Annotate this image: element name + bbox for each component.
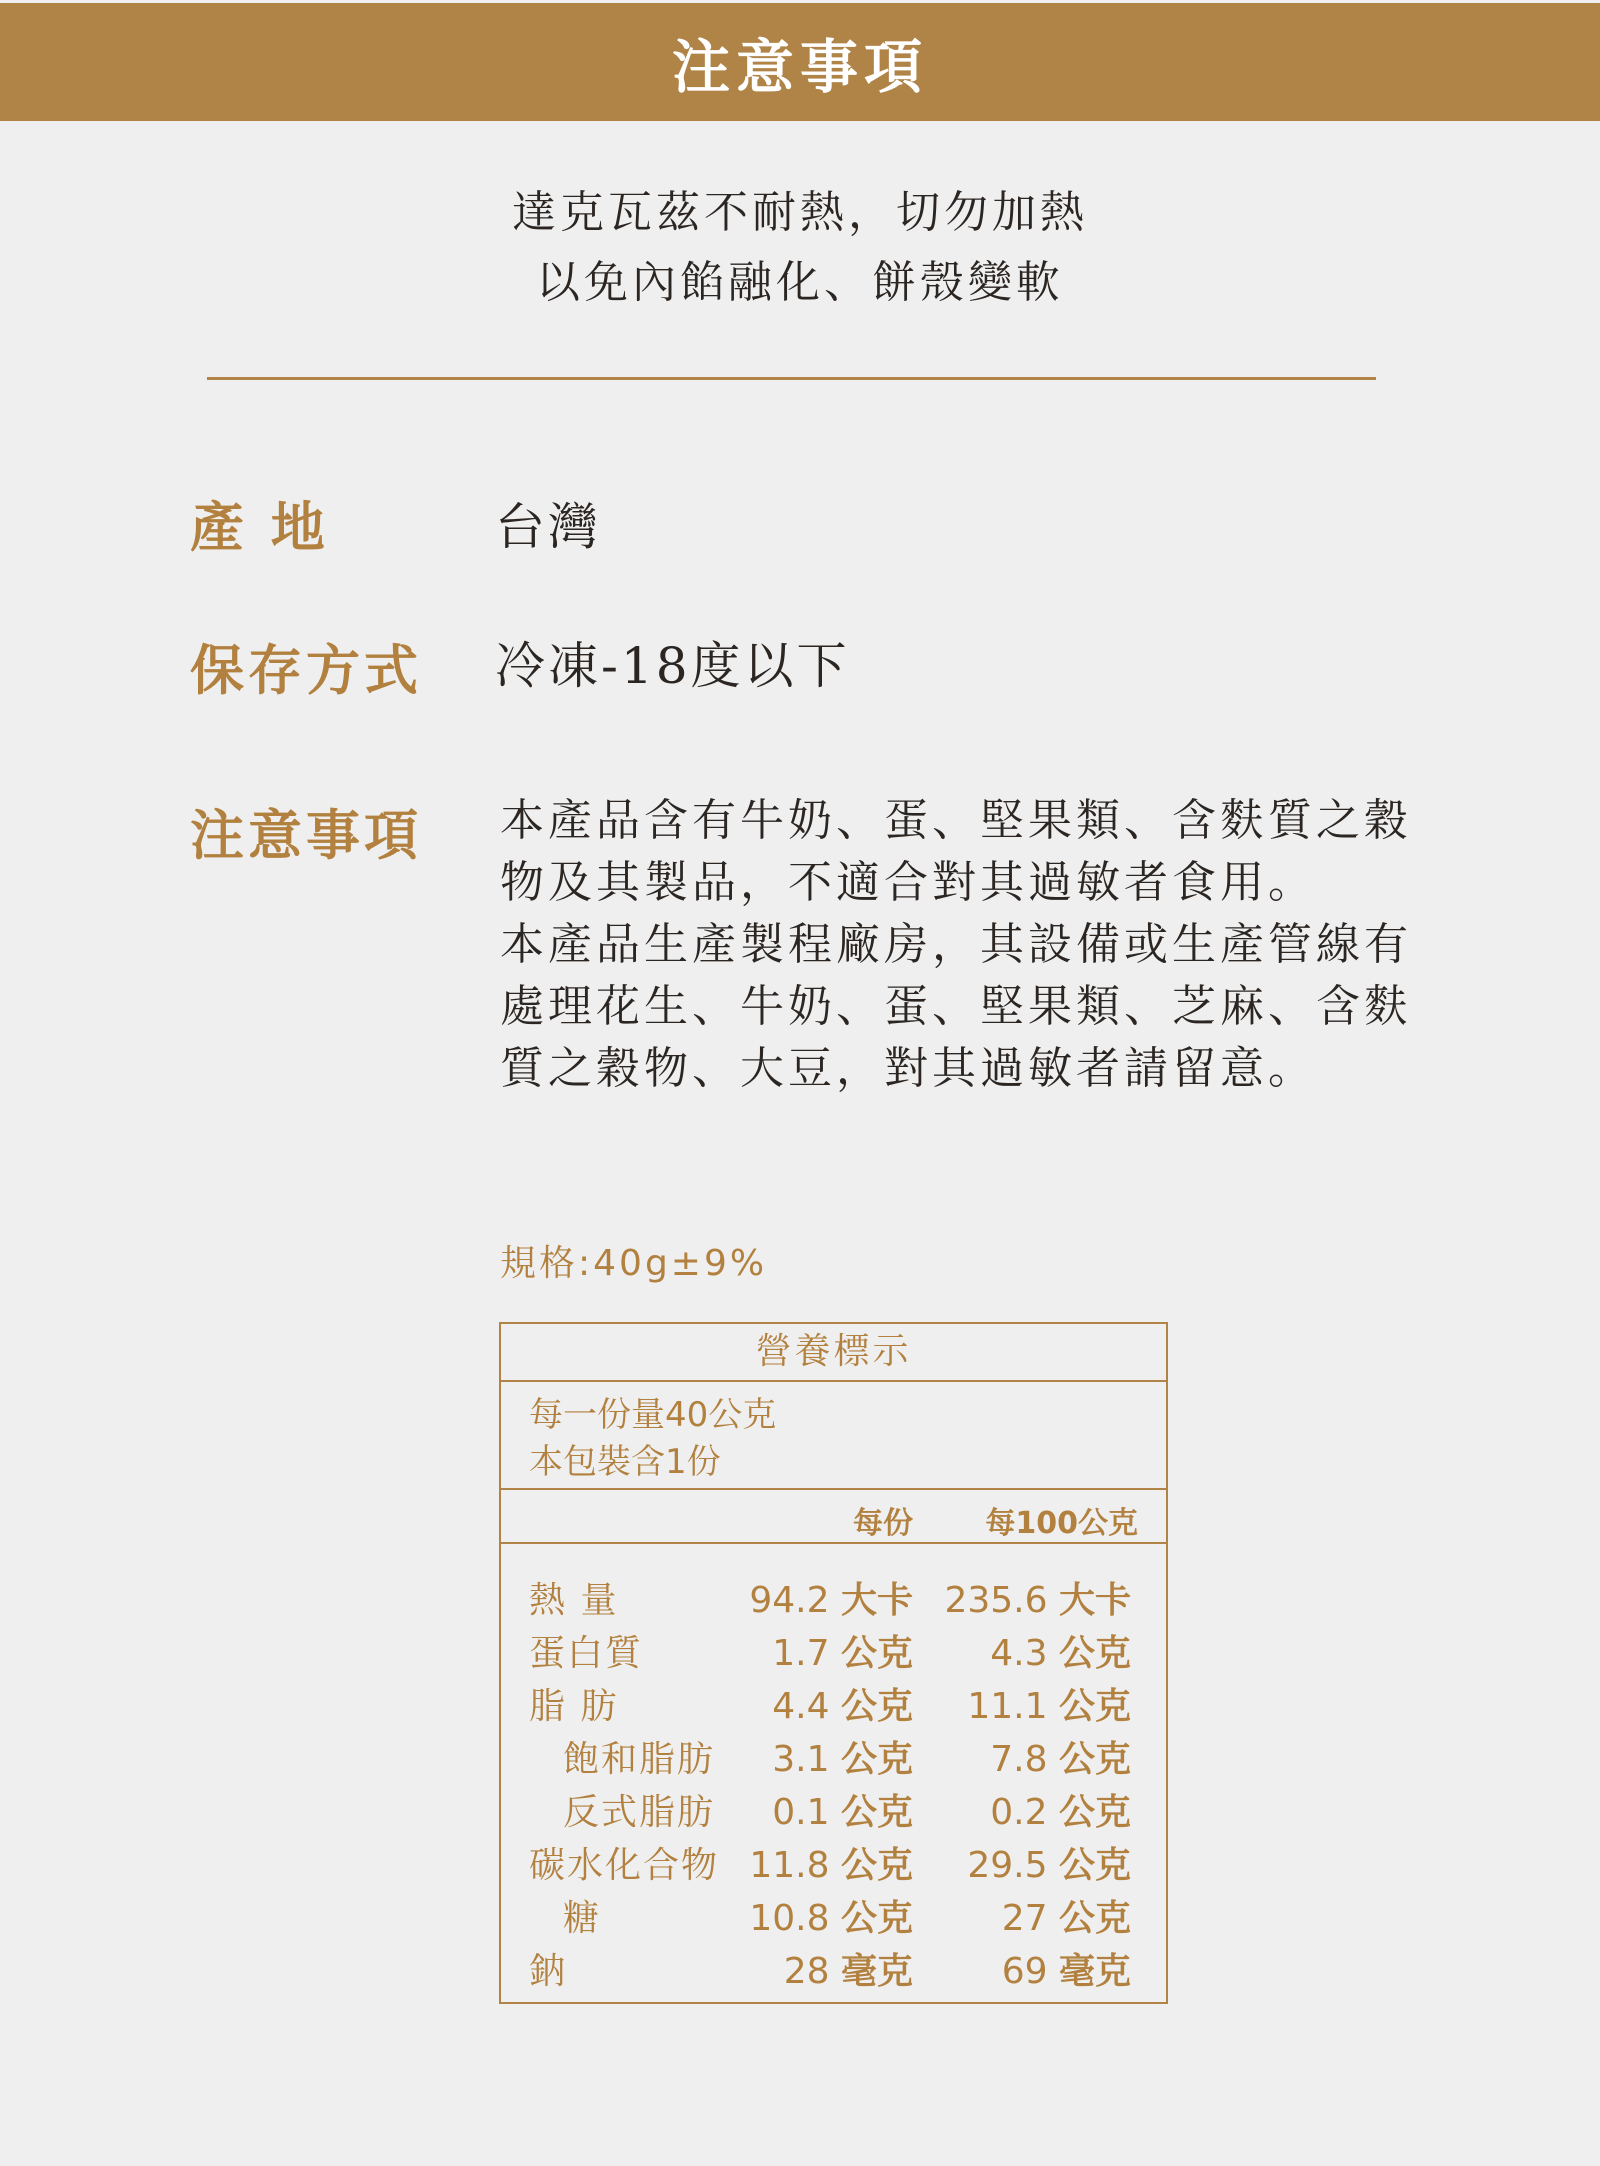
nutrient-name: 熱 量 bbox=[529, 1580, 619, 1621]
per-serving-value: 94.2 大卡 bbox=[749, 1580, 913, 1621]
per-serving-value: 4.4 公克 bbox=[772, 1686, 913, 1727]
storage-value: 冷凍-18度以下 bbox=[495, 637, 850, 695]
nutrient-name: 碳水化合物 bbox=[529, 1845, 720, 1886]
column-per-serving: 每份 bbox=[853, 1506, 913, 1541]
nutrition-row-protein bbox=[501, 1621, 1166, 1674]
nutrient-name: 糖 bbox=[563, 1898, 602, 1939]
nutrition-column-header bbox=[501, 1490, 1166, 1544]
page-title: 注意事項 bbox=[671, 33, 928, 101]
storage-label: 保存方式 bbox=[190, 638, 422, 702]
per-100g-value: 11.1 公克 bbox=[967, 1686, 1131, 1727]
nutrition-row-sodium bbox=[501, 1939, 1166, 1992]
nutrition-row-sugar bbox=[501, 1886, 1166, 1939]
per-serving-value: 1.7 公克 bbox=[772, 1633, 913, 1674]
per-100g-value: 27 公克 bbox=[1001, 1898, 1131, 1939]
nutrition-row-saturated-fat bbox=[501, 1727, 1166, 1780]
section-divider bbox=[207, 377, 1376, 380]
heat-warning-line-1: 達克瓦茲不耐熱，切勿加熱 bbox=[512, 187, 1088, 238]
header-bar bbox=[0, 3, 1600, 121]
nutrient-name: 鈉 bbox=[529, 1951, 568, 1992]
nutrition-row-carbohydrate bbox=[501, 1833, 1166, 1886]
per-100g-value: 29.5 公克 bbox=[967, 1845, 1131, 1886]
servings-per-pack: 本包裝含1份 bbox=[529, 1442, 721, 1482]
per-serving-value: 28 毫克 bbox=[783, 1951, 913, 1992]
column-per-100g: 每100公克 bbox=[985, 1506, 1138, 1541]
product-spec: 規格:40g±9% bbox=[500, 1243, 768, 1284]
allergen-notice-paragraph-1: 本產品含有牛奶、蛋、堅果類、含麩質之穀物及其製品，不適合對其過敏者食用。 bbox=[500, 795, 1412, 908]
origin-value: 台灣 bbox=[495, 498, 601, 556]
per-100g-value: 69 毫克 bbox=[1001, 1951, 1131, 1992]
serving-size: 每一份量40公克 bbox=[529, 1395, 777, 1435]
nutrition-rows bbox=[501, 1544, 1166, 1992]
nutrient-name: 反式脂肪 bbox=[563, 1792, 716, 1833]
nutrient-name: 脂 肪 bbox=[529, 1686, 619, 1727]
per-serving-value: 3.1 公克 bbox=[772, 1739, 913, 1780]
per-serving-value: 11.8 公克 bbox=[749, 1845, 913, 1886]
nutrition-row-fat bbox=[501, 1674, 1166, 1727]
nutrition-row-calories bbox=[501, 1568, 1166, 1621]
per-serving-value: 0.1 公克 bbox=[772, 1792, 913, 1833]
per-100g-value: 7.8 公克 bbox=[990, 1739, 1131, 1780]
heat-warning-line-2: 以免內餡融化、餅殼變軟 bbox=[536, 257, 1064, 308]
nutrient-name: 飽和脂肪 bbox=[563, 1739, 716, 1780]
heat-warning bbox=[0, 178, 1600, 318]
per-serving-value: 10.8 公克 bbox=[749, 1898, 913, 1939]
per-100g-value: 4.3 公克 bbox=[990, 1633, 1131, 1674]
nutrient-name: 蛋白質 bbox=[529, 1633, 644, 1674]
nutrition-title: 營養標示 bbox=[501, 1324, 1166, 1382]
serving-info bbox=[501, 1382, 1166, 1490]
per-100g-value: 0.2 公克 bbox=[990, 1792, 1131, 1833]
notice-label: 注意事項 bbox=[190, 803, 422, 867]
nutrition-table bbox=[499, 1322, 1168, 2004]
nutrition-row-trans-fat bbox=[501, 1780, 1166, 1833]
allergen-notice-paragraph-2: 本產品生產製程廠房，其設備或生產管線有處理花生、牛奶、蛋、堅果類、芝麻、含麩質之穀物、大豆，對其過敏者請留意。 bbox=[500, 919, 1412, 1094]
allergen-notice bbox=[500, 790, 1430, 1100]
origin-label: 產 地 bbox=[190, 495, 329, 559]
per-100g-value: 235.6 大卡 bbox=[944, 1580, 1131, 1621]
